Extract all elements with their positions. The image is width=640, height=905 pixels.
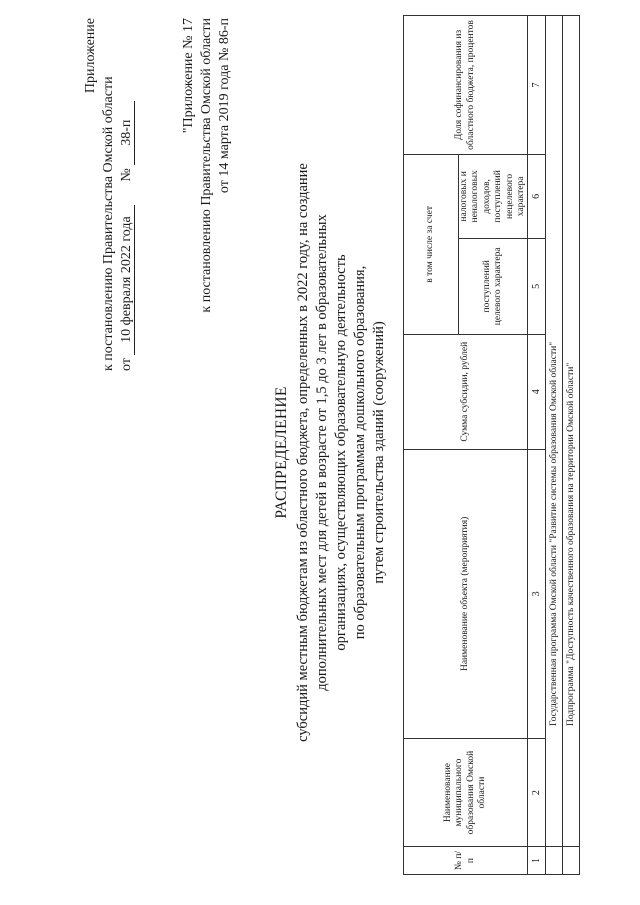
header-targeted: поступлений целевого характера xyxy=(459,238,528,334)
annex-resolution-line: к постановлению Правительства Омской области xyxy=(101,76,116,371)
distribution-table xyxy=(403,15,580,875)
header-share: Доля софинансирования из областного бюджета, процентов xyxy=(404,16,528,155)
subprogram-title: Подпрограмма "Доступность качественного образования на территории Омской области" xyxy=(563,16,580,847)
column-number: 4 xyxy=(528,334,546,449)
header-no: № п/п xyxy=(404,847,528,875)
resolution-number: 38-п xyxy=(120,101,135,165)
prev-annex-date: от 14 марта 2019 года № 86-п xyxy=(217,18,232,194)
from-label: от xyxy=(119,358,134,371)
annex-date-line xyxy=(120,101,135,371)
column-number: 2 xyxy=(528,739,546,847)
document-title: РАСПРЕДЕЛЕНИЕ xyxy=(273,386,290,519)
subtitle-line-2: дополнительных мест для детей в возрасте от 1,5 до 3 лет в образовательных xyxy=(314,214,330,691)
column-number: 7 xyxy=(528,16,546,155)
number-sign: № xyxy=(119,168,134,182)
header-non-targeted: налоговых и неналоговых доходов, поступлений нецелевого характера xyxy=(459,154,528,238)
column-number: 3 xyxy=(528,449,546,739)
program-title: Государственная программа Омской области "Развитие системы образования Омской области" xyxy=(546,16,563,847)
annex-label: Приложение xyxy=(83,18,98,94)
header-amount: Сумма субсидии, рублей xyxy=(404,334,528,449)
header-municipality: Наименование муниципального образования Омской области xyxy=(404,739,528,847)
column-number-row xyxy=(528,16,546,875)
subtitle-line-4: по образовательным программам дошкольного образования, xyxy=(352,265,368,640)
prev-annex-resolution: к постановлению Правительства Омской области xyxy=(199,18,214,313)
header-including: в том числе за счет xyxy=(404,154,459,334)
subtitle-line-5: путем строительства зданий (сооружений) xyxy=(371,321,387,584)
column-number: 6 xyxy=(528,154,546,238)
program-row xyxy=(546,16,563,875)
column-number: 5 xyxy=(528,238,546,334)
resolution-date: 10 февраля 2022 года xyxy=(120,205,135,355)
column-number: 1 xyxy=(528,847,546,875)
subtitle-line-1: субсидий местным бюджетам из областного бюджета, определенных в 2022 году, на создание xyxy=(295,163,311,742)
prev-annex-title: "Приложение № 17 xyxy=(181,18,196,134)
header-object: Наименование объекта (мероприятия) xyxy=(404,449,528,739)
subtitle-line-3: организациях, осуществляющих образовательную деятельность xyxy=(333,254,349,651)
subprogram-row xyxy=(563,16,580,875)
